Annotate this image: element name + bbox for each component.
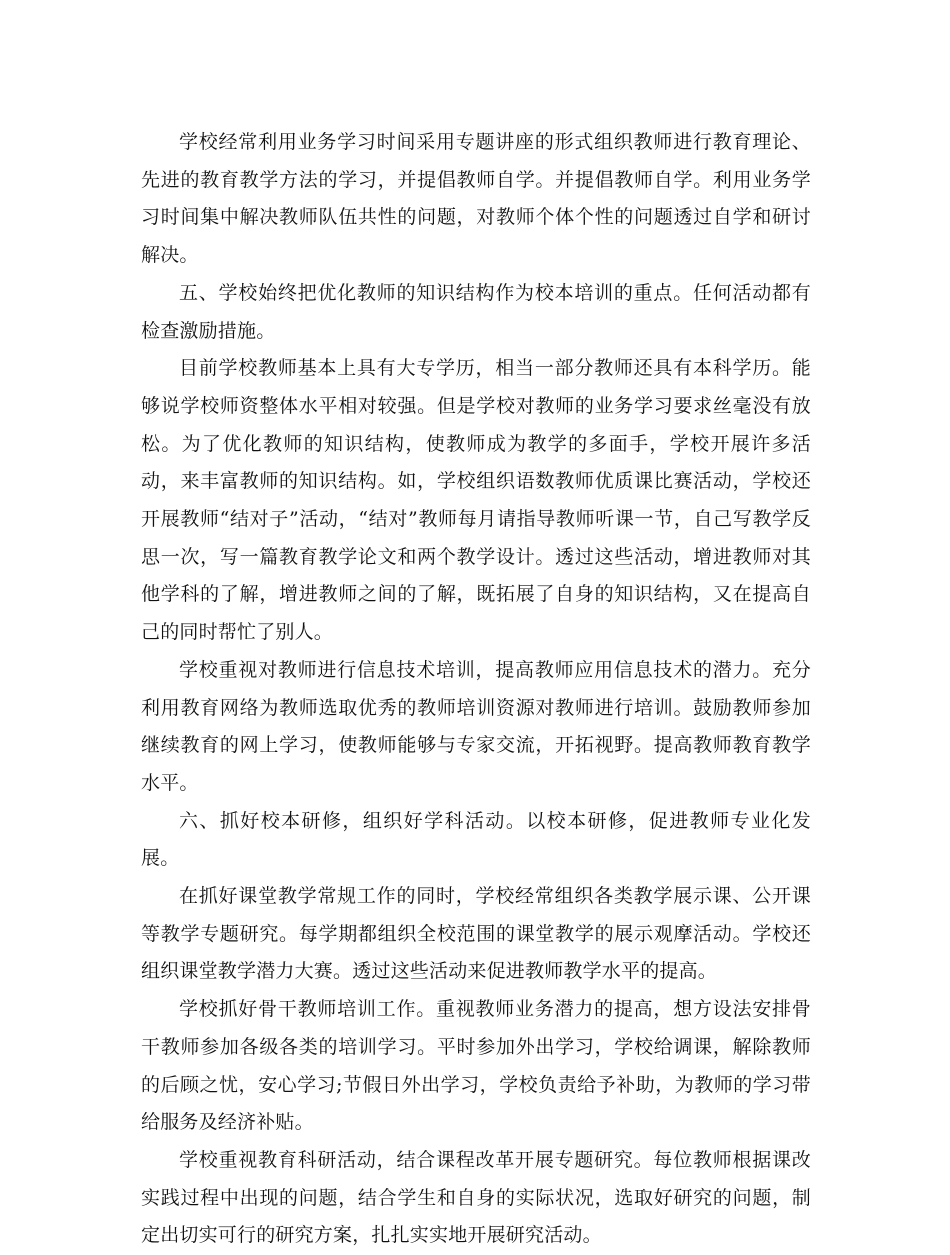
paragraph-teacher-qualifications: 目前学校教师基本上具有大专学历，相当一部分教师还具有本科学历。能够说学校师资整体水平相对较强。但是学校对教师的业务学习要求丝毫没有放松。为了优化教师的知识结构，使教师成为教学的多面手，学校开展许多活动，来丰富教师的知识结构。如，学校组织语数教师优质课比赛活动，学校还开展教师“结对子”活动，“结对”教师每月请指导教师听课一节，自己写教学反思一次，写一篇教育教学论文和两个教学设计。透过这些活动，增进教师对其他学科的了解，增进教师之间的了解，既拓展了自身的知识结构，又在提高自己的同时帮忙了别人。 [141,357,811,644]
paragraph-research-activities: 学校重视教育科研活动，结合课程改革开展专题研究。每位教师根据课改实践过程中出现的问题，结合学生和自身的实际状况，选取好研究的问题，制定出切实可行的研究方案，扎扎实实地开展研究活动。 [141,1148,811,1247]
document-body [141,124,811,1255]
paragraph-section-five-heading: 五、学校始终把优化教师的知识结构作为校本培训的重点。任何活动都有检查激励措施。 [141,281,811,342]
paragraph-it-training: 学校重视对教师进行信息技术培训，提高教师应用信息技术的潜力。充分利用教育网络为教师选取优秀的教师培训资源对教师进行培训。鼓励教师参加继续教育的网上学习，使教师能够与专家交流，开拓视野。提高教师教育教学水平。 [141,658,811,794]
paragraph-backbone-teachers: 学校抓好骨干教师培训工作。重视教师业务潜力的提高，想方设法安排骨干教师参加各级各类的培训学习。平时参加外出学习，学校给调课，解除教师的后顾之忧，安心学习;节假日外出学习，学校负责给予补助，为教师的学习带给服务及经济补贴。 [141,998,811,1134]
paragraph-study-methods: 学校经常利用业务学习时间采用专题讲座的形式组织教师进行教育理论、先进的教育教学方法的学习，并提倡教师自学。并提倡教师自学。利用业务学习时间集中解决教师队伍共性的问题，对教师个体个性的问题透过自学和研讨解决。 [141,131,811,267]
paragraph-section-six-heading: 六、抓好校本研修，组织好学科活动。以校本研修，促进教师专业化发展。 [141,809,811,870]
paragraph-classroom-teaching: 在抓好课堂教学常规工作的同时，学校经常组织各类教学展示课、公开课等教学专题研究。每学期都组织全校范围的课堂教学的展示观摩活动。学校还组织课堂教学潜力大赛。透过这些活动来促进教师教学水平的提高。 [141,885,811,983]
